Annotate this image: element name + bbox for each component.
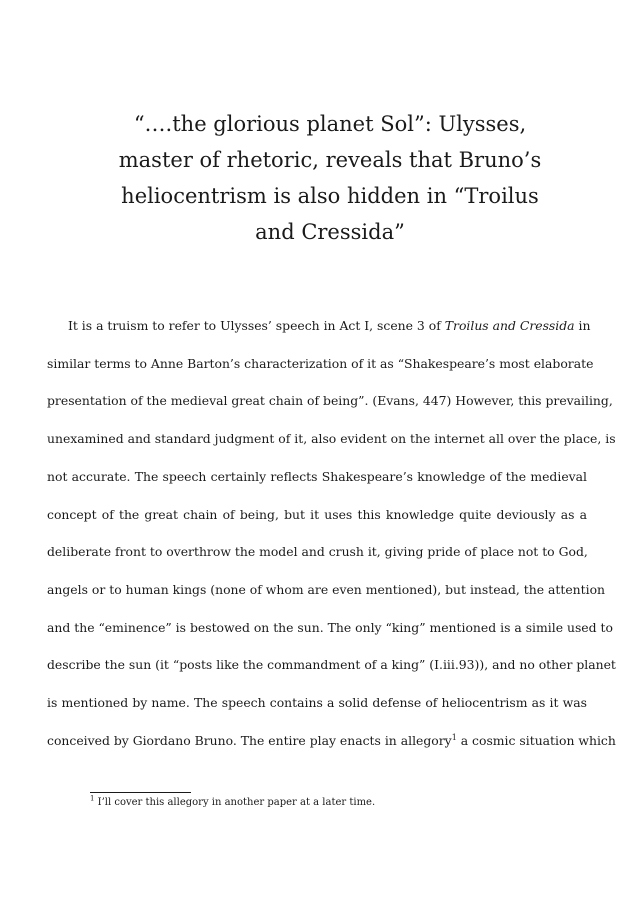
paragraph-line: describe the sun (it “posts like the commandment of a king” (I.iii.93)), and no other planet xyxy=(47,657,616,673)
paragraph-line: deliberate front to overthrow the model and crush it, giving pride of place not to God, xyxy=(47,544,588,560)
paragraph-line xyxy=(47,307,591,345)
footnote-text: I’ll cover this allegory in another paper at a later time. xyxy=(94,797,376,808)
paragraph-text: conceived by Giordano Bruno. The entire play enacts in allegory xyxy=(47,732,452,748)
paragraph-text: in xyxy=(574,318,591,333)
document-title xyxy=(60,106,600,250)
paragraph-line: and the “eminence” is bestowed on the sun. The only “king” mentioned is a simile used to xyxy=(47,619,613,635)
paragraph-line: angels or to human kings (none of whom are even mentioned), but instead, the attention xyxy=(47,581,606,597)
paragraph-line: concept of the great chain of being, but it uses this knowledge quite deviously as a xyxy=(47,506,587,522)
title-line: “….the glorious planet Sol”: Ulysses, xyxy=(133,112,527,136)
paragraph-line: is mentioned by name. The speech contains a solid defense of heliocentrism as it was xyxy=(47,695,587,711)
paragraph-line: presentation of the medieval great chain of being”. (Evans, 447) However, this prevailing, xyxy=(47,393,613,409)
paragraph-line: not accurate. The speech certainly reflects Shakespeare’s knowledge of the medieval xyxy=(47,468,587,484)
footnote-separator xyxy=(90,792,191,793)
paragraph-line: similar terms to Anne Barton’s characterization of it as “Shakespeare’s most elaborate xyxy=(47,355,594,371)
footnote-mark: 1 xyxy=(90,794,95,803)
paragraph-text: a cosmic situation which xyxy=(456,732,616,748)
body-paragraph xyxy=(47,307,616,759)
play-title-italic: Troilus and Cressida xyxy=(444,318,575,333)
title-line: master of rhetoric, reveals that Bruno’s xyxy=(118,148,542,172)
footnote-reference[interactable]: 1 xyxy=(451,732,457,742)
paragraph-line xyxy=(47,722,616,760)
paragraph-text: It is a truism to refer to Ulysses’ speech in Act I, scene 3 of xyxy=(68,318,445,333)
paragraph-line: unexamined and standard judgment of it, also evident on the internet all over the place, is xyxy=(47,431,616,447)
title-line: heliocentrism is also hidden in “Troilus xyxy=(121,184,539,208)
title-line: and Cressida” xyxy=(255,220,405,244)
footnote xyxy=(90,796,375,810)
